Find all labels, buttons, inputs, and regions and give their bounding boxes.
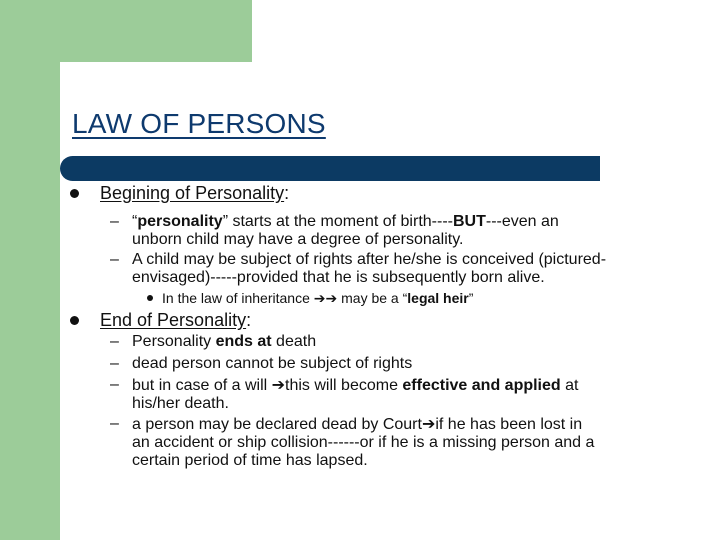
double-arrow-icon: ➔➔ <box>313 291 338 307</box>
dash-marker: – <box>110 333 119 350</box>
dash-marker: – <box>110 251 119 268</box>
text-line: an accident or ship collision------or if he is a missing person and a <box>132 434 595 451</box>
text-fragment: In the law of inheritance <box>162 290 310 306</box>
text-fragment: ---even an <box>485 213 559 230</box>
text-line: envisaged)-----provided that he is subsequently born alive. <box>132 269 545 286</box>
text-fragment: but in case of a will <box>132 377 272 394</box>
text-fragment: ” starts at the moment of birth---- <box>222 213 453 230</box>
text-fragment: dead person cannot be subject of rights <box>132 355 413 372</box>
text-fragment: a person may be declared dead by Court <box>132 416 422 433</box>
text-fragment: may be a “ <box>341 290 408 306</box>
list-item <box>110 333 317 351</box>
bullet-dot-icon <box>70 189 79 198</box>
text-fragment: ” <box>468 290 474 306</box>
section-heading-label: End of Personality <box>100 310 247 330</box>
bold-text: legal heir <box>407 290 469 306</box>
heading-colon: : <box>284 183 290 203</box>
section-end-heading <box>100 310 251 330</box>
dash-marker: – <box>110 376 119 393</box>
bold-text: ends at <box>215 333 272 350</box>
dash-marker: – <box>110 213 119 230</box>
text-fragment: at <box>560 377 579 394</box>
list-item <box>110 375 579 413</box>
section-heading-label: Begining of Personality <box>100 183 285 203</box>
text-fragment: Personality <box>132 333 216 350</box>
text-fragment: death <box>271 333 317 350</box>
text-fragment: if he has been lost in <box>435 416 583 433</box>
bold-text: effective and applied <box>402 377 561 394</box>
left-green-band <box>0 0 60 540</box>
sub-list-item <box>162 290 473 307</box>
text-fragment: “ <box>132 213 138 230</box>
text-line: certain period of time has lapsed. <box>132 452 368 469</box>
text-line: unborn child may have a degree of personality. <box>132 231 464 248</box>
arrow-right-icon: ➔ <box>271 375 286 394</box>
section-beginning-heading <box>100 183 289 203</box>
list-item <box>110 251 607 287</box>
dash-marker: – <box>110 415 119 432</box>
bold-text: personality <box>137 213 223 230</box>
list-item <box>110 355 413 373</box>
text-fragment: this will become <box>285 377 403 394</box>
top-green-band <box>0 0 252 62</box>
text-line: his/her death. <box>132 395 229 412</box>
bullet-dot-icon <box>70 316 79 325</box>
slide-title: LAW OF PERSONS <box>72 108 326 139</box>
title-divider-bar <box>60 156 600 181</box>
bold-text: BUT <box>452 213 486 230</box>
arrow-right-icon: ➔ <box>421 414 436 433</box>
dash-marker: – <box>110 355 119 372</box>
bullet-dot-icon <box>147 295 153 301</box>
list-item <box>110 213 559 249</box>
list-item <box>110 414 595 470</box>
text-line: A child may be subject of rights after he/she is conceived (pictured- <box>132 251 607 268</box>
heading-colon: : <box>246 310 252 330</box>
